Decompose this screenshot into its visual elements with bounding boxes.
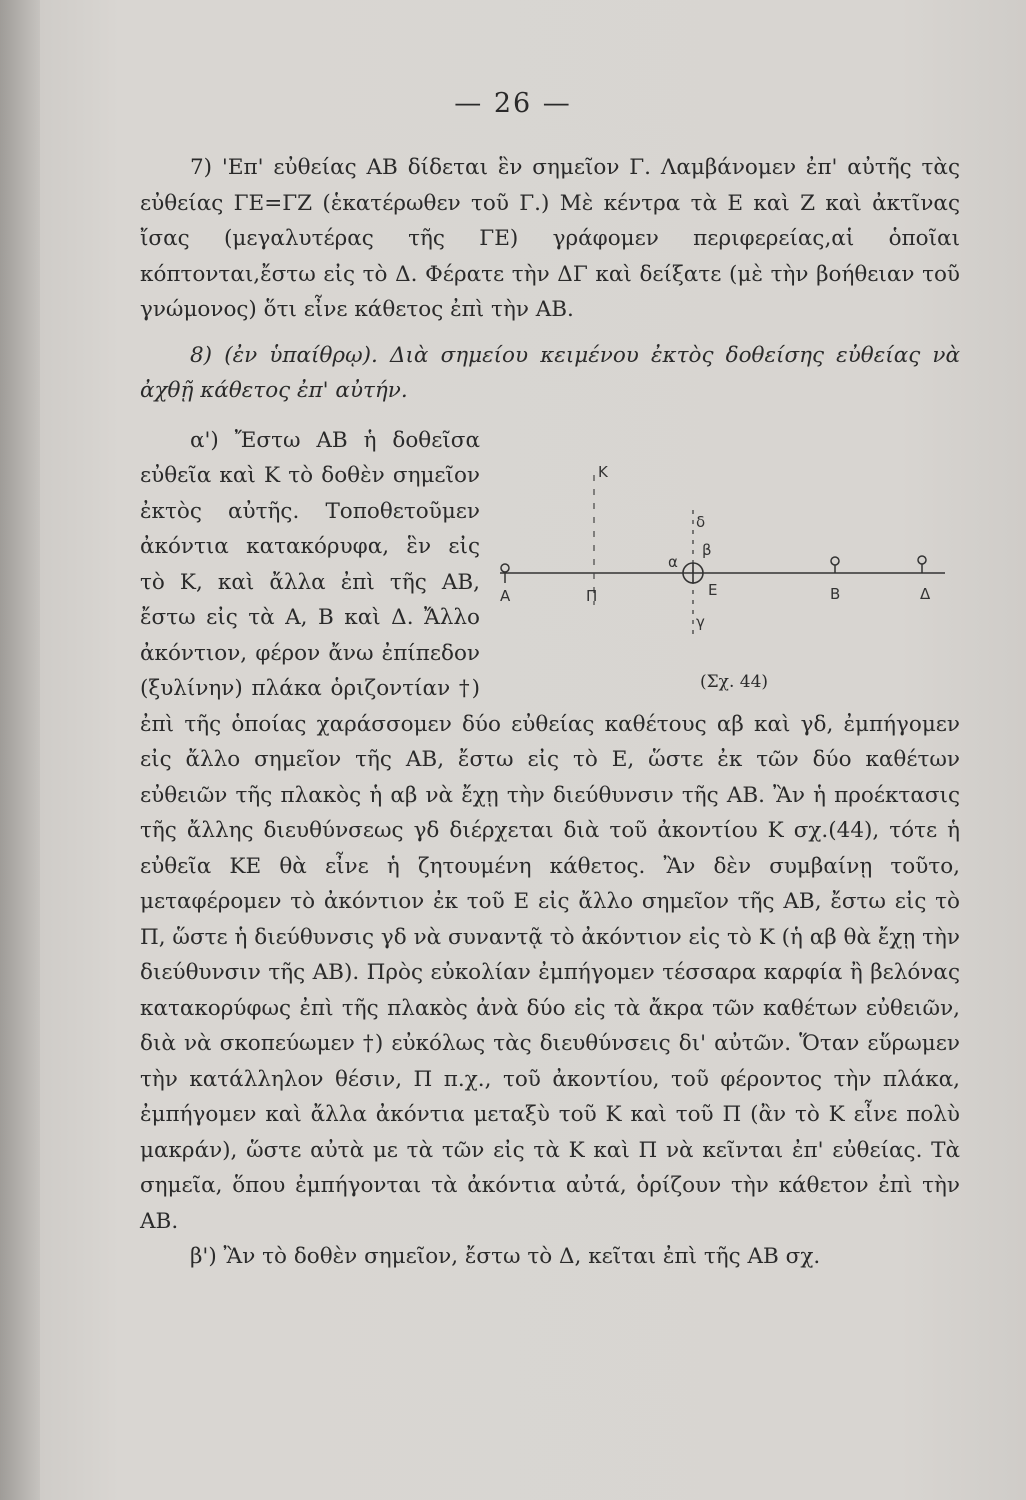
pole-d [918, 556, 926, 564]
figure-caption: (Σχ. 44) [700, 671, 769, 692]
paragraph-8: 8) (ἐν ὑπαίθρῳ). Διὰ σημείου κειμένου ἐκτὸς δοθείσης εὐθείας νὰ ἀχθῇ κάθετος ἐπ' αὐτήν. [140, 342, 960, 403]
label-b: Β [830, 584, 841, 603]
paragraph-b: β') Ἂν τὸ δοθὲν σημεῖον, ἔστω τὸ Δ, κεῖται ἐπὶ τῆς AB σχ. [190, 1244, 821, 1269]
paragraph-7: 7) 'Επ' εὐθείας AB δίδεται ἓν σημεῖον Γ. Λαμβάνομεν ἐπ' αὐτῆς τὰς εὐθείας ΓΕ=ΓΖ (ἑκατέρωθεν τοῦ Γ.) Μὲ κέντρα τὰ Ε καὶ Ζ καὶ ἀκτῖνας ἴσας (μεγαλυτέρας τῆς ΓΕ) γράφομεν περιφερείας,αἱ ὁποῖαι κόπτονται,ἔστω εἰς τὸ Δ. Φέρατε τὴν ΔΓ καὶ δείξατε (μὲ τὴν βοήθειαν τοῦ γνώμονος) ὅτι εἶνε κάθετος ἐπὶ τὴν AB. [140, 155, 960, 322]
page-edge-shadow [0, 0, 40, 1500]
page-number: — 26 — [454, 88, 572, 119]
label-pi: Π [586, 586, 598, 605]
pole-a [501, 564, 509, 572]
figure-diagram [490, 455, 960, 695]
label-k: Κ [598, 462, 608, 481]
figure-44 [490, 455, 960, 695]
label-delta: Δ [920, 584, 931, 603]
label-a: Α [500, 586, 511, 605]
label-gamma: γ [696, 612, 705, 631]
label-alpha: α [668, 552, 678, 571]
body-text [140, 150, 960, 1275]
label-beta: β [702, 540, 712, 559]
label-e: Ε [708, 580, 718, 599]
paragraph-a: α') Ἔστω AB ἡ δοθεῖσα εὐθεῖα καὶ Κ τὸ δοθὲν σημεῖον ἐκτὸς αὐτῆς. Τοποθετοῦμεν ἀκόντια κατακόρυφα, ἓν εἰς τὸ Κ, καὶ ἄλλα ἐπὶ τῆς AB, ἔστω εἰς τὰ Α, Β καὶ Δ. Ἄλλο ἀκόντιον, φέρον ἄνω ἐπίπεδον (ξυλίνην) πλάκα ὁριζοντίαν †) ἐπὶ τῆς ὁποίας χαράσσομεν δύο εὐθείας καθέτους αβ καὶ γδ, ἐμπήγομεν εἰς ἄλλο σημεῖον τῆς AB, ἔστω εἰς τὸ Ε, ὥστε ἐκ τῶν δύο καθέτων εὐθειῶν τῆς πλακὸς ἡ αβ νὰ ἔχῃ τὴν διεύθυνσιν τῆς AB. Ἂν ἡ προέκτασις τῆς ἄλλης διευθύνσεως γδ διέρχεται διὰ τοῦ ἀκοντίου Κ σχ.(44), τότε ἡ εὐθεῖα ΚΕ θὰ εἶνε ἡ ζητουμένη κάθετος. Ἂν δὲν συμβαίνῃ τοῦτο, μεταφέρομεν τὸ ἀκόντιον ἐκ τοῦ Ε εἰς ἄλλο σημεῖον τῆς AB, ἔστω εἰς τὸ Π, ὥστε ἡ διεύθυνσις γδ νὰ συναντᾷ τὸ ἀκόντιον εἰς τὸ Κ (ἡ αβ θὰ ἔχῃ τὴν διεύθυνσιν τῆς AB). Πρὸς εὐκολίαν ἐμπήγομεν τέσσαρα καρφία ἢ βελόνας κατακορύφως ἐπὶ τῆς πλακὸς ἀνὰ δύο εἰς τὰ ἄκρα τῶν καθέτων εὐθειῶν, διὰ νὰ σκοπεύωμεν †) εὐκόλως τὰς διευθύνσεις δι' αὐτῶν. Ὅταν εὕρωμεν τὴν κατάλληλον θέσιν, Π π.χ., τοῦ ἀκοντίου, τοῦ φέροντος τὴν πλάκα, ἐμπήγομεν καὶ ἄλλα ἀκόντια μεταξὺ τοῦ Κ καὶ τοῦ Π (ἂν τὸ Κ εἶνε πολὺ μακράν), ὥστε αὐτὰ με τὰ τῶν εἰς τὰ Κ καὶ Π νὰ κεῖνται ἐπ' εὐθείας. Τὰ σημεῖα, ὅπου ἐμπήγονται τὰ ἀκόντια αὐτά, ὁρίζουν τὴν κάθετον ἐπὶ τὴν AB. [140, 427, 960, 1234]
paragraph-a-wrapper [140, 423, 960, 1240]
label-small-delta: δ [696, 512, 706, 531]
pole-b [831, 557, 839, 565]
